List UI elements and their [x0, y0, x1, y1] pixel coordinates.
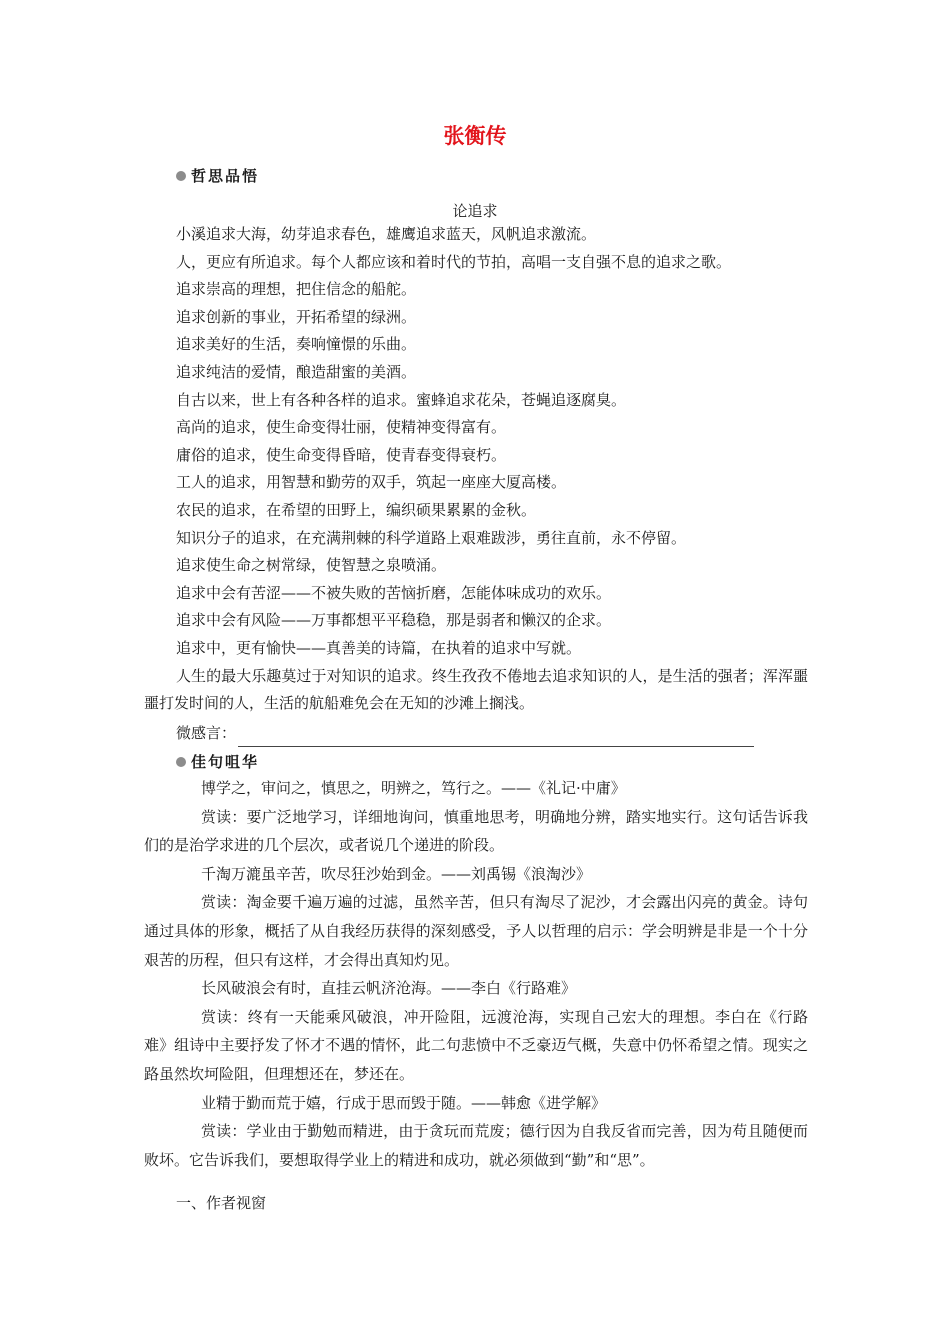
appreciation-paragraph: 赏读：要广泛地学习，详细地询问，慎重地思考，明确地分辨，踏实地实行。这句话告诉我们的是治学求进的几个层次，或者说几个递进的阶段。	[144, 807, 808, 855]
closing-paragraph: 人生的最大乐趣莫过于对知识的追求。终生孜孜不倦地去追求知识的人，是生活的强者；浑浑噩噩打发时间的人，生活的航船难免会在无知的沙滩上搁浅。	[144, 666, 808, 713]
page-title: 张衡传	[443, 124, 507, 148]
poem-line: 自古以来，世上有各种各样的追求。蜜蜂追求花朵，苍蝇追逐腐臭。	[176, 390, 627, 409]
poem-line: 追求中会有苦涩——不被失败的苦恼折磨，怎能体味成功的欢乐。	[176, 583, 612, 602]
poem-line: 追求崇高的理想，把住信念的船舵。	[176, 280, 417, 299]
quote-line: 长风破浪会有时，直挂云帆济沧海。——李白《行路难》	[201, 979, 577, 998]
quote-line: 博学之，审问之，慎思之，明辨之，笃行之。——《礼记·中庸》	[201, 779, 626, 797]
section-heading-label: 哲思品悟	[191, 167, 260, 185]
poem-line: 追求美好的生活，奏响憧憬的乐曲。	[176, 335, 417, 354]
section-heading-author: 一、作者视窗	[176, 1194, 267, 1212]
quote-line: 千淘万漉虽辛苦，吹尽狂沙始到金。——刘禹锡《浪淘沙》	[201, 864, 592, 883]
poem-line: 追求使生命之树常绿，使智慧之泉喷涌。	[176, 556, 447, 575]
appreciation-paragraph: 赏读：淘金要千遍万遍的过滤，虽然辛苦，但只有淘尽了泥沙，才会露出闪亮的黄金。诗句通过具体的形象，概括了从自我经历获得的深刻感受，予人以哲理的启示：学会明辨是非是一个十分艰苦的历程，但只有这样，才会得出真知灼见。	[144, 893, 808, 969]
appreciation-paragraph: 赏读：终有一天能乘风破浪，冲开险阻，远渡沧海，实现自己宏大的理想。李白在《行路难》组诗中主要抒发了怀才不遇的情怀，此二句悲愤中不乏豪迈气概，失意中仍怀希望之情。现实之路虽然坎坷险阻，但理想还在，梦还在。	[144, 1007, 808, 1083]
poem-line: 小溪追求大海，幼芽追求春色，雄鹰追求蓝天，风帆追求激流。	[176, 225, 597, 243]
section-heading-label: 佳句咀华	[191, 753, 260, 771]
poem-line: 追求中会有风险——万事都想平平稳稳，那是弱者和懒汉的企求。	[176, 611, 612, 630]
section-heading-jiaju	[176, 752, 259, 772]
poem-line: 追求纯洁的爱情，酿造甜蜜的美酒。	[176, 362, 417, 381]
comment-blank-line	[238, 727, 754, 747]
section-heading-zhesi	[176, 166, 259, 186]
poem-line: 工人的追求，用智慧和勤劳的双手，筑起一座座大厦高楼。	[176, 473, 567, 492]
poem-title: 论追求	[452, 202, 498, 220]
poem-line: 知识分子的追求，在充满荆棘的科学道路上艰难跋涉，勇往直前，永不停留。	[176, 528, 687, 547]
bullet-icon	[176, 171, 186, 181]
bullet-icon	[176, 757, 186, 767]
quote-line: 业精于勤而荒于嬉，行成于思而毁于随。——韩愈《进学解》	[201, 1093, 607, 1112]
poem-line: 庸俗的追求，使生命变得昏暗，使青春变得衰朽。	[176, 445, 507, 464]
poem-line: 高尚的追求，使生命变得壮丽，使精神变得富有。	[176, 418, 507, 437]
poem-lines	[144, 221, 808, 718]
poem-line: 人，更应有所追求。每个人都应该和着时代的节拍，高唱一支自强不息的追求之歌。	[176, 252, 732, 271]
poem-line: 追求创新的事业，开拓希望的绿洲。	[176, 307, 417, 326]
quotes-block	[144, 774, 808, 1174]
appreciation-paragraph: 赏读：学业由于勤勉而精进，由于贪玩而荒废；德行因为自我反省而完善，因为苟且随便而败坏。它告诉我们，要想取得学业上的精进和成功，就必须做到“勤”和“思”。	[144, 1122, 808, 1169]
poem-line: 农民的追求，在希望的田野上，编织硕果累累的金秋。	[176, 500, 537, 519]
comment-label: 微感言：	[176, 724, 237, 742]
poem-line: 追求中，更有愉快——真善美的诗篇，在执着的追求中写就。	[176, 638, 582, 657]
comment-row	[176, 720, 754, 747]
